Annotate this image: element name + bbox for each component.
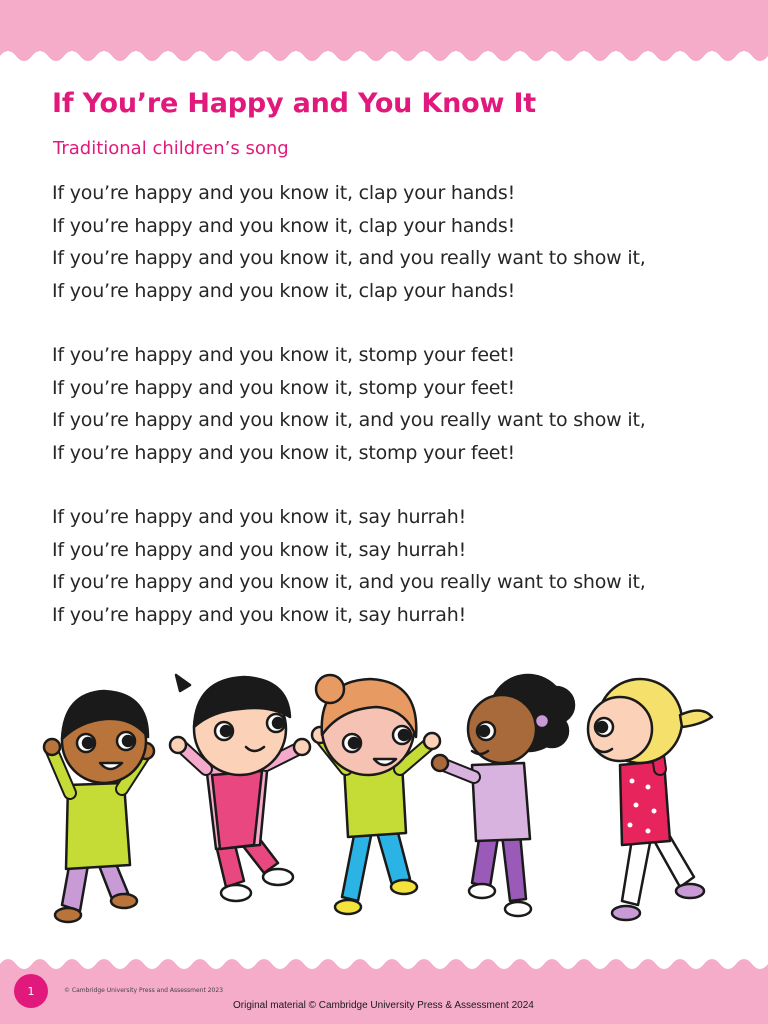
lyric-line: If you’re happy and you know it, say hurrah! — [52, 506, 466, 528]
lyric-line: If you’re happy and you know it, and you really want to show it, — [52, 571, 646, 593]
lyric-line: If you’re happy and you know it, clap your hands! — [52, 279, 516, 302]
lyric-line: If you’re happy and you know it, stomp your feet! — [52, 376, 515, 399]
child-4-figure — [432, 675, 574, 916]
child-3-figure — [312, 675, 440, 914]
lyric-line: If you’re happy and you know it, say hurrah! — [52, 603, 466, 626]
dancing-children-illustration — [40, 665, 720, 927]
verse-3 — [52, 501, 752, 631]
copyright-notice: Original material © Cambridge University Press & Assessment 2024 — [233, 1000, 534, 1011]
lyric-line: If you’re happy and you know it, stomp your feet! — [52, 344, 515, 366]
lyric-line: If you’re happy and you know it, and you really want to show it, — [52, 409, 646, 431]
page-number-badge: 1 — [14, 974, 48, 1008]
child-5-figure — [588, 679, 712, 920]
song-subtitle: Traditional children’s song — [53, 138, 289, 159]
lyric-line: If you’re happy and you know it, stomp your feet! — [52, 441, 515, 464]
top-wave-band — [0, 0, 768, 70]
verse-2 — [52, 339, 752, 469]
copyright-notice-small: © Cambridge University Press and Assessment 2023 — [64, 987, 224, 994]
lyric-line: If you’re happy and you know it, clap your hands! — [52, 182, 516, 204]
verse-1 — [52, 177, 752, 307]
lyric-line: If you’re happy and you know it, clap your hands! — [52, 214, 516, 237]
lyrics — [52, 177, 752, 663]
song-title: If You’re Happy and You Know It — [52, 88, 536, 119]
lyric-line: If you’re happy and you know it, and you really want to show it, — [52, 247, 646, 269]
child-1-figure — [44, 691, 154, 922]
child-2-figure — [170, 675, 310, 901]
lyric-line: If you’re happy and you know it, say hurrah! — [52, 538, 466, 561]
